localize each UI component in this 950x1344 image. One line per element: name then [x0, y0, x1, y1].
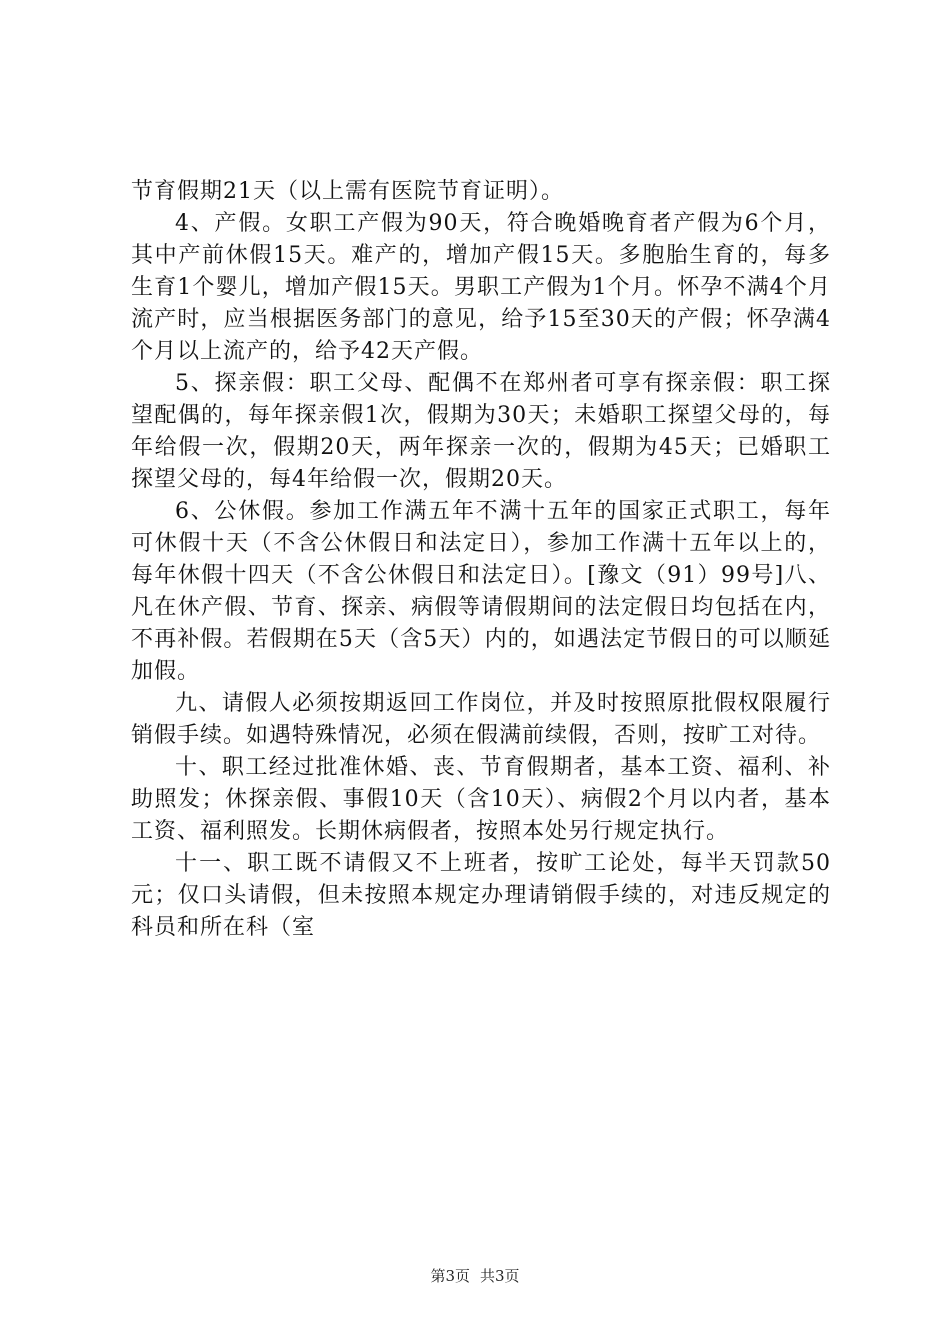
paragraph-pay-during-leave: 十、职工经过批准休婚、丧、节育假期者，基本工资、福利、补助照发；休探亲假、事假10天（含10天）、病假2个月以内者，基本工资、福利照发。长期休病假者，按照本处另行规定执行。: [131, 755, 831, 844]
paragraph-maternity-leave: 4、产假。女职工产假为90天，符合晚婚晚育者产假为6个月，其中产前休假15天。难产的，增加产假15天。多胞胎生育的，每多生育1个婴儿，增加产假15天。男职工产假为1个月。怀孕不满4个月流产时，应当根据医务部门的意见，给予15至30天的产假；怀孕满4个月以上流产的，给予42天产假。: [131, 211, 831, 364]
paragraph-absence-penalty: 十一、职工既不请假又不上班者，按旷工论处，每半天罚款50元；仅口头请假，但未按照本规定办理请销假手续的，对违反规定的科员和所在科（室: [131, 851, 831, 940]
paragraph-family-visit-leave: 5、探亲假：职工父母、配偶不在郑州者可享有探亲假：职工探望配偶的，每年探亲假1次，假期为30天；未婚职工探望父母的，每年给假一次，假期20天，两年探亲一次的，假期为45天；已婚职工探望父母的，每4年给假一次，假期20天。: [131, 371, 831, 492]
page-footer: [0, 1266, 950, 1286]
document-body: [131, 176, 831, 944]
page-number: 第3页: [430, 1267, 470, 1285]
page-total: 共3页: [480, 1267, 520, 1285]
paragraph-continuation: 节育假期21天（以上需有医院节育证明）。: [131, 179, 564, 204]
paragraph-annual-leave: 6、公休假。参加工作满五年不满十五年的国家正式职工，每年可休假十天（不含公休假日和法定日），参加工作满十五年以上的，每年休假十四天（不含公休假日和法定日）。[豫文（91）99号]八、凡在休产假、节育、探亲、病假等请假期间的法定假日均包括在内，不再补假。若假期在5天（含5天）内的，如遇法定节假日的可以顺延加假。: [131, 499, 831, 684]
paragraph-return-to-work: 九、请假人必须按期返回工作岗位，并及时按照原批假权限履行销假手续。如遇特殊情况，必须在假满前续假，否则，按旷工对待。: [131, 691, 831, 748]
